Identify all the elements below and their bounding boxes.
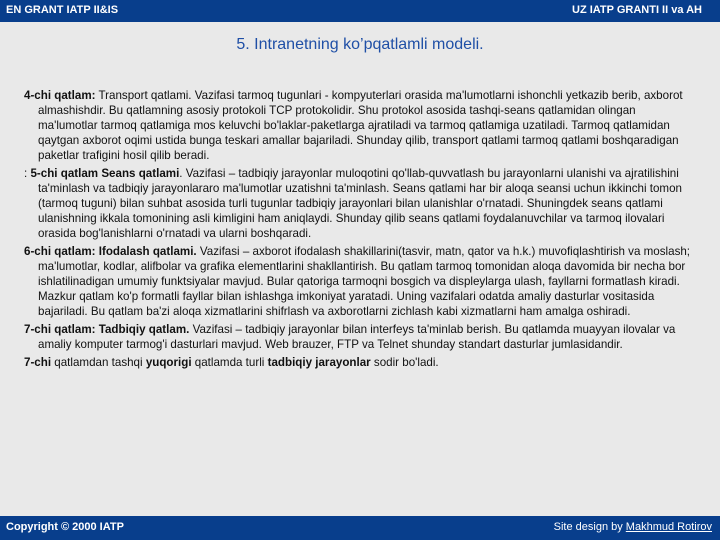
paragraph-label: 5-chi qatlam Seans qatlami <box>30 167 180 180</box>
closing-text-2: qatlamda turli <box>191 356 268 369</box>
footer-credit <box>554 521 712 533</box>
content-area <box>24 88 696 373</box>
header-left-title: EN GRANT IATP II&IS <box>6 4 119 16</box>
designer-link[interactable]: Makhmud Rotirov <box>625 521 712 533</box>
paragraph-closing <box>24 355 696 370</box>
paragraph-body: Vazifasi – axborot ifodalash shakillarini(tasvir, matn, qator va h.k.) muvofiqlashtirish va moslash; ma'lumotlar, kodlar, alifbolar va grafika elementlarini shakllantirish. Bu qatlam tarmoq tomonidan aloqa davomida bir necha bor ishlatilinadigan umumiy funktsiyalar mavjud. Bular qatoriga tarmoqni bosgich va displeylarga ulash, fayllarni formatlash kiradi. Mazkur qatlam ko'p formatli fayllar bilan ishlashga imkoniyat yaratadi. Uning vazifalari odatda amaliy dasturlar vositasida bajariladi. Bu qatlam ba'zi aloqa xizmatlarini shifrlash va axborotlarni zichlash kabi xizmatlarni ham amalga oshiradi. <box>38 245 691 318</box>
footer-bar <box>0 516 720 540</box>
paragraph-layer-4 <box>24 88 696 163</box>
paragraph-prefix: : <box>24 167 31 180</box>
paragraph-label: 7-chi qatlam: Tadbiqiy qatlam. <box>24 323 190 336</box>
footer-copyright: Copyright © 2000 IATP <box>6 521 124 533</box>
paragraph-body: Vazifasi – tadbiqiy jarayonlar bilan interfeys ta'minlab berish. Bu qatlamda muayyan ilovalar va amaliy komputer tarmog'i dasturlari mavjud. Web brauzer, FTP va Telnet shunday standart dasturlar jumlasidandir. <box>38 323 676 351</box>
closing-bold-upper: yuqorigi <box>145 356 192 369</box>
paragraph-layer-6 <box>24 244 696 319</box>
footer-credit-prefix: Site design by <box>553 521 626 533</box>
header-bar <box>0 0 720 22</box>
closing-text-1: qatlamdan tashqi <box>51 356 146 369</box>
paragraph-layer-5 <box>24 166 696 241</box>
page-title: 5. Intranetning ko’pqatlamli modeli. <box>236 36 484 53</box>
closing-bold-processes: tadbiqiy jarayonlar <box>267 356 371 369</box>
closing-text-3: sodir bo'ladi. <box>370 356 439 369</box>
paragraph-label: 6-chi qatlam: Ifodalash qatlami. <box>24 245 197 258</box>
header-right-title: UZ IATP GRANTI II va AH <box>572 4 702 16</box>
closing-label: 7-chi <box>24 356 52 369</box>
paragraph-label: 4-chi qatlam: <box>24 89 96 102</box>
paragraph-body: Transport qatlami. Vazifasi tarmoq tugunlari - kompyuterlari orasida ma'lumotlarni ishonchli yetkazib berib, axborot almashishdir. Bu qatlamning asosiy protokoli TCP protokolidir. Shu protokol asosida tashqi-seans qatlamidan olingan ma'lumotlar tarmoq qatlamiga mos keluvchi bo'laklar-paketlarga ajratiladi va tarmoq qatlamiga uzatiladi. Tarmoq qatlamidan qaytgan axborot oqimi ustida bunga teskari amallar bajariladi. Shunday qilib, transport qatlami tarmoq qatlami boshqaradigan paketlar trafigini hosil qilib beradi. <box>38 89 683 162</box>
paragraph-layer-7 <box>24 322 696 352</box>
paragraph-body: . Vazifasi – tadbiqiy jarayonlar muloqotini qo'llab-quvvatlash bu jarayonlarni ulanishi va ajratilishini ta'minlash va tadbiqiy jarayonlararo ma'lumotlar uzatishni ta'minlash. Seans qatlami har bir aloqa seansi uchun ikkinchi tomon (tarmoq tuguni) bilan suhbat asosida turli tugunlar tadbiqiy jarayonlari bilan ulanishlar o'rnatadi. Shuningdek seans qatlami ulanishning ikkala tomonining asli kimligini ham aniqlaydi. Shunday qilib seans qatlami foydalanuvchilar va tarmoq ilovalari orasida bog'lanishlarni o'rnatadi va ularni boshqaradi. <box>38 167 682 240</box>
